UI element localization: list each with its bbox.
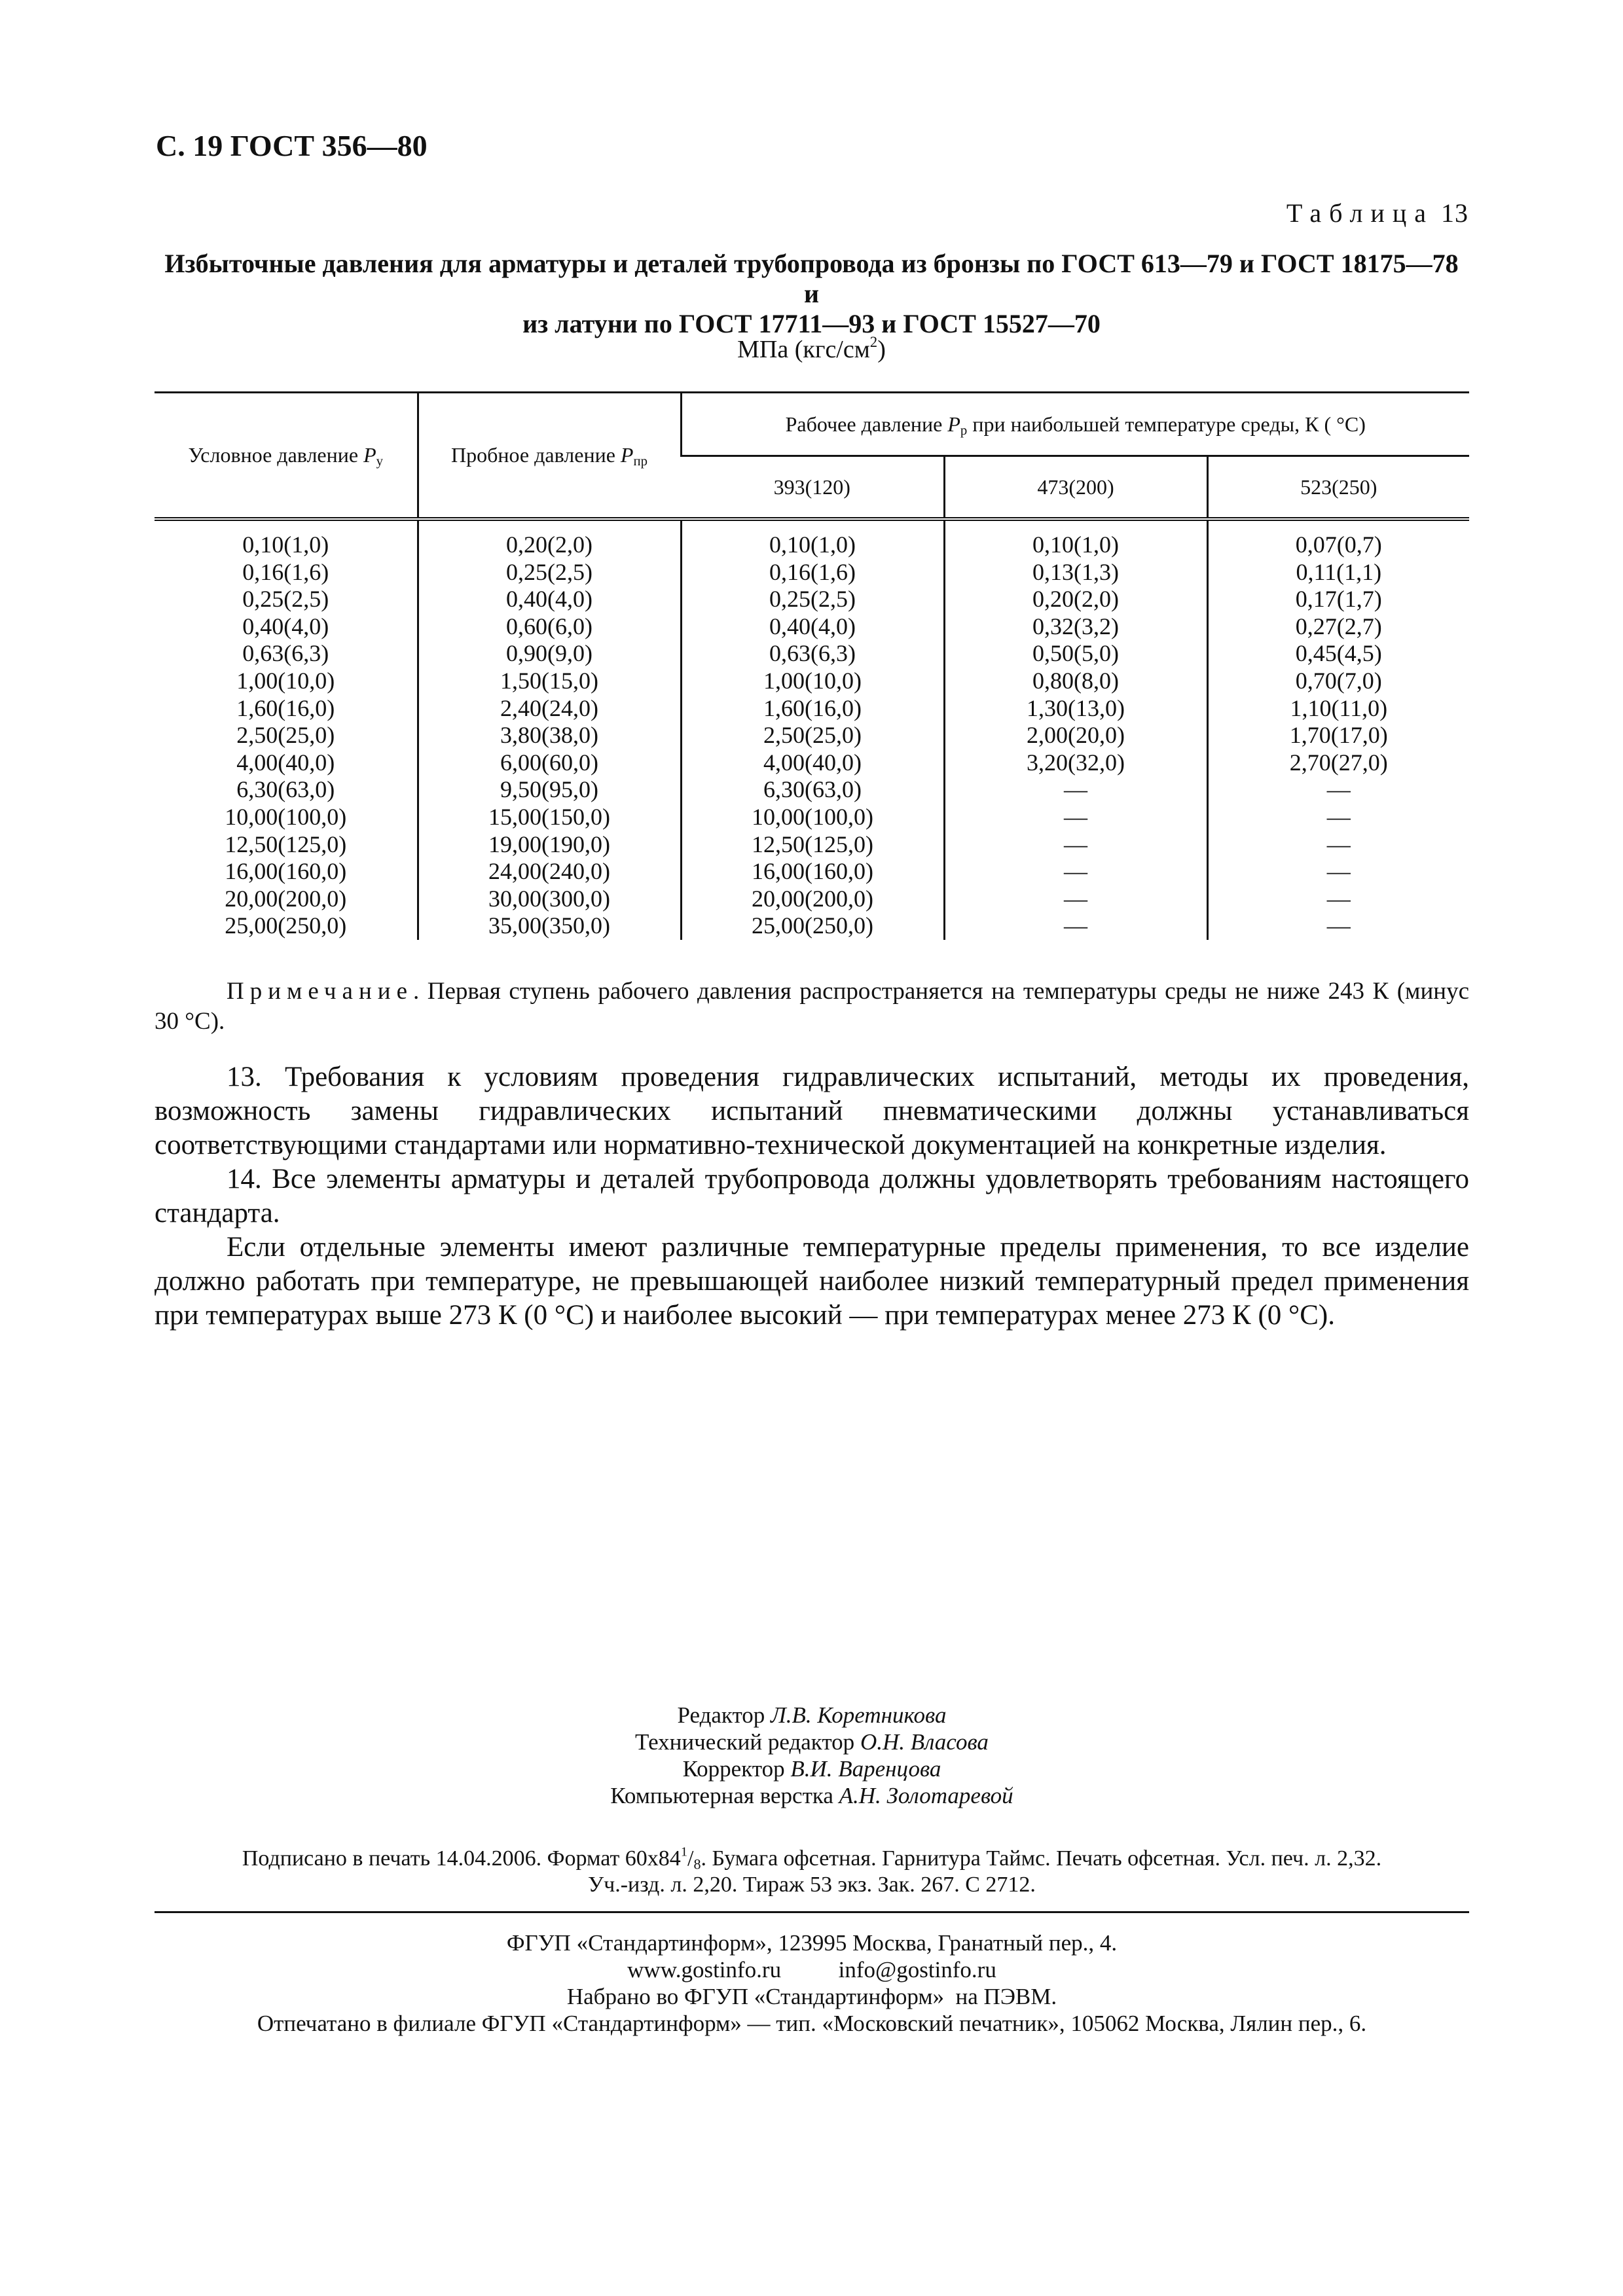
cell-working-523: —: [1207, 912, 1469, 940]
imprint-line-1: [155, 1846, 1469, 1872]
cell-working-523: 0,27(2,7): [1207, 613, 1469, 641]
publisher-info: [155, 1929, 1469, 2037]
header-working-pressure: [681, 393, 1469, 456]
cell-nominal-pressure: 1,60(16,0): [236, 694, 335, 721]
cell-working-473: —: [944, 831, 1207, 859]
cell-working-473: —: [944, 886, 1207, 913]
header-test-text: Пробное давление: [451, 443, 621, 467]
cell-working-393: 25,00(250,0): [681, 912, 944, 940]
cell-nominal-pressure: 0,40(4,0): [242, 613, 329, 639]
cell-working-473: 0,32(3,2): [944, 613, 1207, 641]
cell-test-pressure: 19,00(190,0): [418, 831, 681, 859]
cell-nominal-pressure: 2,50(25,0): [236, 722, 335, 749]
table-body: [155, 519, 1469, 940]
header-test-var: P: [620, 443, 634, 467]
cell-working-473: 0,20(2,0): [944, 586, 1207, 613]
units-sup: 2: [869, 334, 878, 351]
cell-working-473: 1,30(13,0): [944, 695, 1207, 723]
table-row: [155, 640, 1469, 668]
cell-working-393: 10,00(100,0): [681, 804, 944, 831]
cell-working-473: —: [944, 776, 1207, 804]
table-row: [155, 886, 1469, 913]
cell-working-523: —: [1207, 776, 1469, 804]
header-nominal-text: Условное давление: [188, 443, 364, 467]
cell-working-393: 0,16(1,6): [681, 559, 944, 586]
credit-role: Редактор: [677, 1702, 771, 1728]
cell-working-523: 0,70(7,0): [1207, 668, 1469, 695]
cell-working-393: 1,00(10,0): [681, 668, 944, 695]
cell-working-523: —: [1207, 804, 1469, 831]
pressure-table: [155, 391, 1469, 940]
cell-test-pressure: 24,00(240,0): [418, 858, 681, 886]
credit-tech-editor: [155, 1729, 1469, 1755]
cell-nominal-pressure: 10,00(100,0): [225, 803, 347, 830]
header-temp-2: 473(200): [944, 456, 1207, 520]
cell-test-pressure: 35,00(350,0): [418, 912, 681, 940]
cell-working-523: —: [1207, 831, 1469, 859]
imprint-sup: 1: [680, 1844, 688, 1859]
footer-divider: [155, 1911, 1469, 1913]
table-row: [155, 668, 1469, 695]
units-text: МПа (кгс/см: [737, 336, 870, 363]
credit-person: О.Н. Власова: [860, 1729, 989, 1755]
cell-working-523: 2,70(27,0): [1207, 749, 1469, 777]
cell-working-473: 3,20(32,0): [944, 749, 1207, 777]
table-row: [155, 613, 1469, 641]
cell-working-523: 0,45(4,5): [1207, 640, 1469, 668]
cell-working-473: 0,50(5,0): [944, 640, 1207, 668]
cell-working-473: 0,80(8,0): [944, 668, 1207, 695]
cell-test-pressure: 0,60(6,0): [418, 613, 681, 641]
pressure-table-wrap: [155, 391, 1469, 940]
cell-nominal-pressure: 0,16(1,6): [242, 558, 329, 585]
credit-proofreader: [155, 1755, 1469, 1782]
header-working-rest: при наибольшей температуре среды, К ( °С): [967, 412, 1366, 436]
table-row: [155, 831, 1469, 859]
cell-test-pressure: 0,90(9,0): [418, 640, 681, 668]
imprint-sub: 8: [693, 1856, 701, 1873]
cell-working-473: —: [944, 912, 1207, 940]
cell-working-523: —: [1207, 858, 1469, 886]
header-working-text: Рабочее давление: [785, 412, 948, 436]
header-working-var: P: [947, 412, 960, 436]
credit-role: Корректор: [682, 1756, 791, 1782]
publisher-address: ФГУП «Стандартинформ», 123995 Москва, Гранатный пер., 4.: [506, 1930, 1118, 1956]
table-label-word: Таблица: [1286, 198, 1434, 228]
table-row: [155, 519, 1469, 559]
table-row: [155, 586, 1469, 613]
cell-working-393: 16,00(160,0): [681, 858, 944, 886]
publisher-typeset: Набрано во ФГУП «Стандартинформ» на ПЭВМ.: [566, 1984, 1057, 2009]
table-row: [155, 858, 1469, 886]
credit-person: А.Н. Золотаревой: [839, 1783, 1013, 1808]
credit-editor: [155, 1702, 1469, 1729]
cell-nominal-pressure: 16,00(160,0): [225, 858, 347, 885]
cell-working-473: —: [944, 858, 1207, 886]
cell-working-473: 0,13(1,3): [944, 559, 1207, 586]
cell-working-523: 1,70(17,0): [1207, 722, 1469, 749]
cell-nominal-pressure: 12,50(125,0): [225, 831, 347, 857]
imprint-slash: /: [687, 1846, 694, 1871]
imprint-text-a: Подписано в печать 14.04.2006. Формат 60x84: [242, 1846, 681, 1871]
table-row: [155, 776, 1469, 804]
cell-nominal-pressure: 4,00(40,0): [236, 749, 335, 776]
table-label: [1286, 198, 1468, 228]
cell-test-pressure: 30,00(300,0): [418, 886, 681, 913]
cell-working-393: 20,00(200,0): [681, 886, 944, 913]
table-row: [155, 559, 1469, 586]
cell-working-523: 0,07(0,7): [1207, 519, 1469, 559]
header-nominal-sub: у: [376, 454, 384, 469]
cell-working-393: 1,60(16,0): [681, 695, 944, 723]
cell-test-pressure: 2,40(24,0): [418, 695, 681, 723]
header-test-sub: пр: [633, 454, 647, 469]
table-row: [155, 722, 1469, 749]
cell-working-393: 2,50(25,0): [681, 722, 944, 749]
credit-role: Компьютерная верстка: [610, 1783, 839, 1808]
publisher-web: www.gostinfo.ru info@gostinfo.ru: [627, 1957, 996, 1982]
imprint-line-2: Уч.-изд. л. 2,20. Тираж 53 экз. Зак. 267. С 2712.: [588, 1873, 1036, 1897]
table-row: [155, 804, 1469, 831]
header-temp-3: 523(250): [1207, 456, 1469, 520]
cell-working-393: 6,30(63,0): [681, 776, 944, 804]
cell-working-523: 0,17(1,7): [1207, 586, 1469, 613]
imprint: [155, 1846, 1469, 1898]
cell-test-pressure: 0,40(4,0): [418, 586, 681, 613]
paragraph-14: 14. Все элементы арматуры и деталей трубопровода должны удовлетворять требованиям настоящего стандарта.: [155, 1164, 1469, 1229]
paragraph-13: 13. Требования к условиям проведения гидравлических испытаний, методы их проведения, возможность замены гидравлических испытаний пневматическими должны устанавливаться соответствующими стандартами или нормативно-технической документацией на конкретные изделия.: [155, 1062, 1469, 1160]
table-title: [155, 249, 1468, 339]
credit-role: Технический редактор: [635, 1729, 860, 1755]
table-row: [155, 749, 1469, 777]
credit-person: В.И. Варенцова: [790, 1756, 941, 1782]
credit-person: Л.В. Коретникова: [771, 1702, 947, 1728]
cell-nominal-pressure: 0,63(6,3): [242, 640, 329, 667]
credits: [155, 1702, 1469, 1809]
cell-working-473: —: [944, 804, 1207, 831]
cell-nominal-pressure: 0,10(1,0): [242, 531, 329, 558]
table-title-line1: Избыточные давления для арматуры и деталей трубопровода из бронзы по ГОСТ 613—79 и ГОСТ 18175—78 и: [164, 249, 1459, 308]
cell-working-393: 12,50(125,0): [681, 831, 944, 859]
cell-working-523: —: [1207, 886, 1469, 913]
cell-working-393: 0,63(6,3): [681, 640, 944, 668]
header-working-sub: р: [960, 422, 968, 438]
table-label-number: 13: [1441, 198, 1468, 228]
cell-test-pressure: 0,20(2,0): [418, 519, 681, 559]
cell-test-pressure: 6,00(60,0): [418, 749, 681, 777]
cell-working-473: 0,10(1,0): [944, 519, 1207, 559]
cell-test-pressure: 15,00(150,0): [418, 804, 681, 831]
header-test-pressure: [418, 393, 681, 520]
cell-nominal-pressure: 1,00(10,0): [236, 667, 335, 694]
cell-test-pressure: 1,50(15,0): [418, 668, 681, 695]
cell-working-523: 0,11(1,1): [1207, 559, 1469, 586]
header-nominal-var: P: [363, 443, 376, 467]
table-title-line2: из латуни по ГОСТ 17711—93 и ГОСТ 15527—70: [522, 309, 1101, 338]
cell-test-pressure: 3,80(38,0): [418, 722, 681, 749]
cell-nominal-pressure: 6,30(63,0): [236, 776, 335, 803]
cell-nominal-pressure: 20,00(200,0): [225, 885, 347, 912]
cell-nominal-pressure: 0,25(2,5): [242, 586, 329, 613]
table-note: [155, 977, 1469, 1037]
cell-working-393: 0,40(4,0): [681, 613, 944, 641]
cell-working-393: 0,10(1,0): [681, 519, 944, 559]
cell-working-523: 1,10(11,0): [1207, 695, 1469, 723]
imprint-text-d: . Бумага офсетная. Гарнитура Таймс. Печать офсетная. Усл. печ. л. 2,32.: [701, 1846, 1382, 1871]
cell-test-pressure: 0,25(2,5): [418, 559, 681, 586]
cell-nominal-pressure: 25,00(250,0): [225, 912, 347, 939]
table-row: [155, 695, 1469, 723]
table-units: [155, 335, 1468, 364]
cell-working-393: 4,00(40,0): [681, 749, 944, 777]
cell-working-473: 2,00(20,0): [944, 722, 1207, 749]
cell-test-pressure: 9,50(95,0): [418, 776, 681, 804]
header-temp-1: 393(120): [681, 456, 944, 520]
page-header: С. 19 ГОСТ 356—80: [156, 129, 428, 162]
cell-working-393: 0,25(2,5): [681, 586, 944, 613]
units-close: ): [877, 336, 886, 363]
credit-layout: [155, 1782, 1469, 1809]
table-row: [155, 912, 1469, 940]
paragraph-temperature-limits: Если отдельные элементы имеют различные температурные пределы применения, то все изделие должно работать при температуре, не превышающей наиболее низкий температурный предел применения при температурах выше 273 К (0 °С) и наиболее высокий — при температурах менее 273 К (0 °С).: [155, 1232, 1469, 1331]
body-text: [155, 1060, 1469, 1333]
note-text: . Первая ступень рабочего давления распространяется на температуры среды не ниже 243 К (минус 30 °С).: [155, 978, 1469, 1035]
publisher-printed: Отпечатано в филиале ФГУП «Стандартинформ» — тип. «Московский печатник», 105062 Москва, Лялин пер., 6.: [257, 2011, 1367, 2036]
note-label: Примечание: [227, 978, 413, 1005]
header-nominal-pressure: [155, 393, 418, 520]
